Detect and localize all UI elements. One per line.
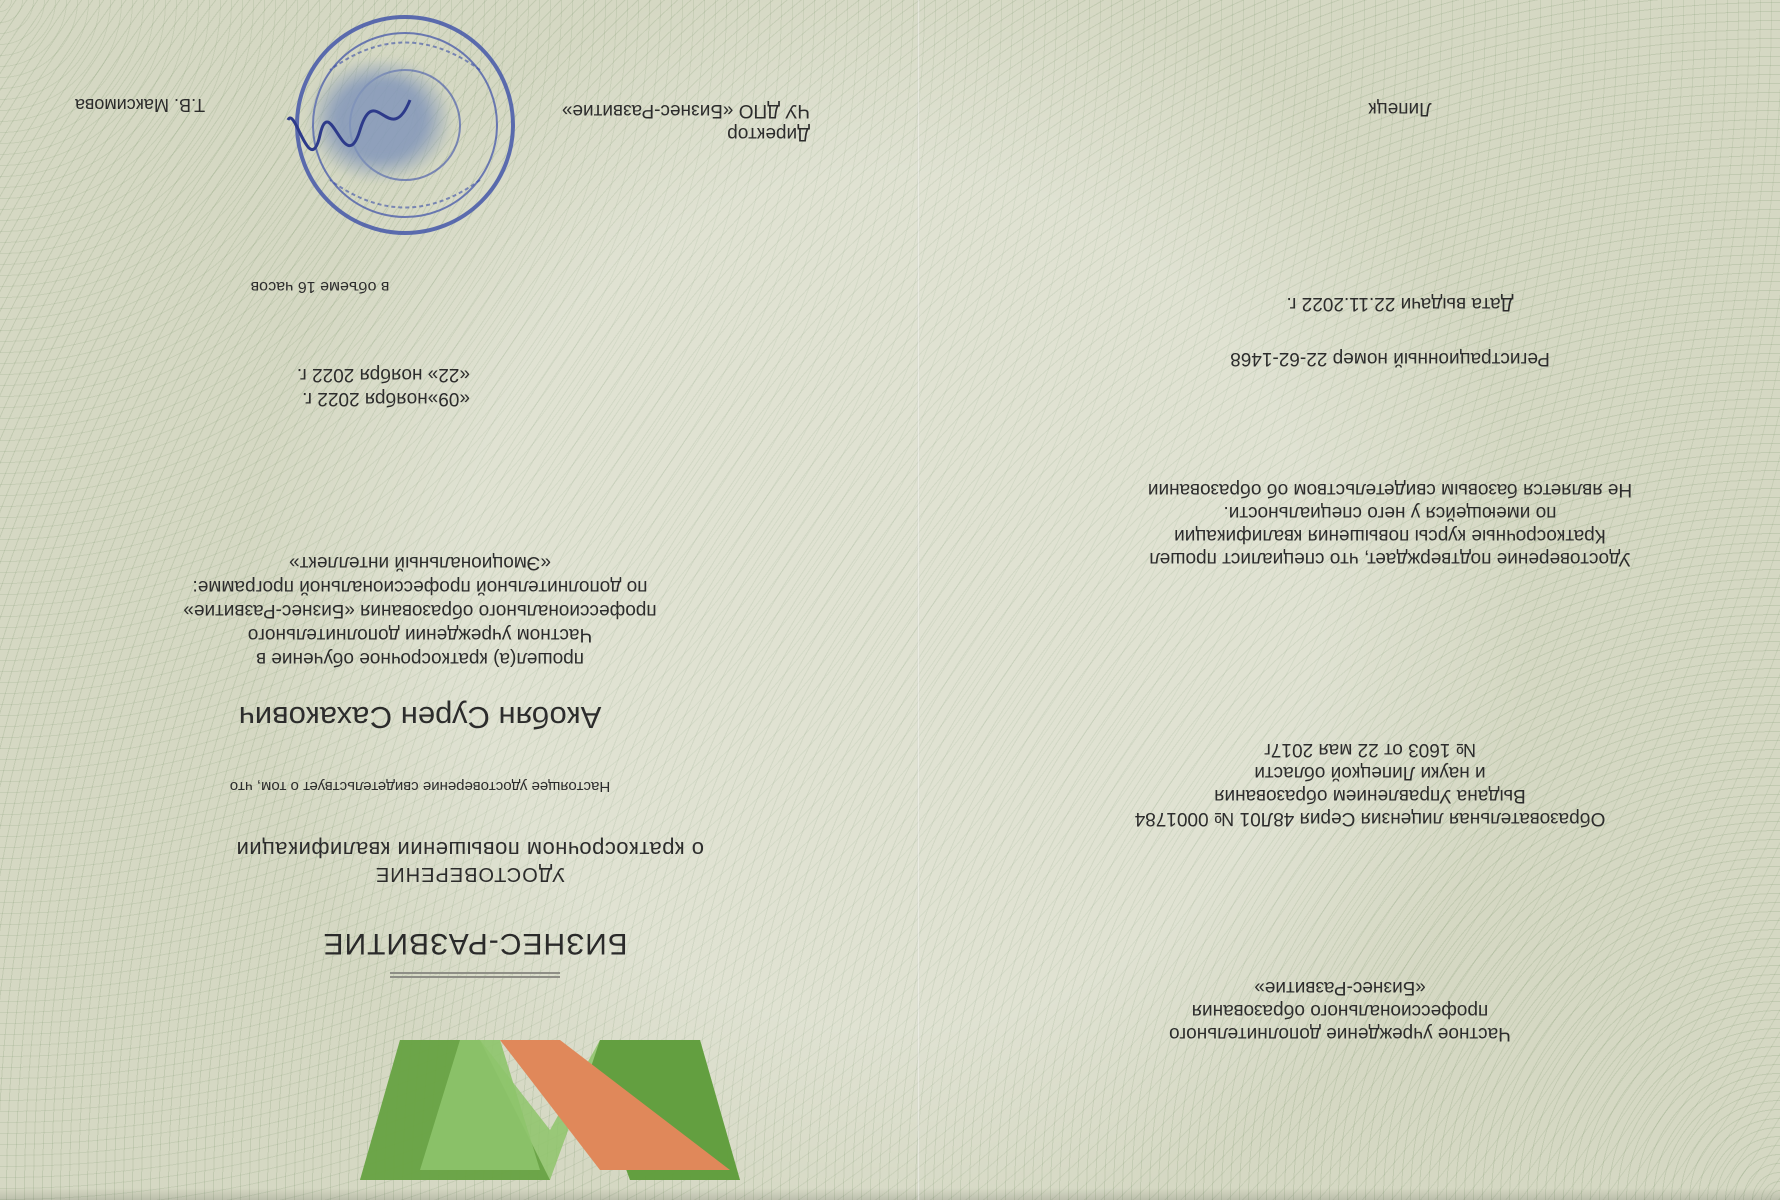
confirm-line: по имеющейся у него специальности. [1223, 502, 1557, 523]
training-period [110, 362, 470, 410]
training-line: «Эмоциональный интеллект» [289, 552, 551, 573]
period-from: «09»ноября 2022 г. [302, 388, 470, 409]
license-line: и науки Липецкой области [1254, 762, 1486, 783]
title-line: УДОСТОВЕРЕНИЕ [374, 863, 566, 885]
license-line: Образовательная лицензия Серия 48Л01 № 0001784 [1134, 808, 1606, 829]
person-name: Акобян Сурен Сахакович [238, 700, 602, 735]
license-line: № 1603 от 22 мая 2017г [1263, 739, 1477, 760]
brand-underline [390, 974, 560, 980]
training-hours: в объеме 16 часов [250, 278, 390, 295]
signature-icon [280, 70, 420, 160]
registration-number: Регистрационный номер 22-62-1468 [1230, 348, 1550, 369]
certificate-title [190, 836, 750, 885]
signer-name: Т.В. Максимова [74, 95, 206, 115]
org-line: профессионального образования [1191, 1000, 1489, 1021]
training-line: Частном учреждении дополнительного [247, 624, 593, 645]
brand-name: БИЗНЕС-РАЗВИТИЕ [322, 927, 628, 960]
training-description [70, 550, 770, 670]
confirm-line: Краткосрочные курсы повышения квалификации [1174, 525, 1606, 546]
license-line: Выдана Управлением образования [1214, 785, 1526, 806]
org-line: «Бизнес-Развитие» [1254, 977, 1426, 998]
confirm-line: Удостоверение подтверждает, что специалист прошел [1149, 548, 1631, 569]
license-info [1050, 738, 1690, 830]
training-line: профессионального образования «Бизнес-Развитие» [183, 600, 657, 621]
city: Липецк [1368, 98, 1432, 119]
title-subline: о краткосрочном повышении квалификации [236, 837, 704, 862]
confirm-line: Не является базовым свидетельством об образовании [1147, 479, 1633, 500]
director-signature-block [510, 99, 810, 145]
left-page [890, 0, 1780, 1200]
intro-text: Настоящее удостоверение свидетельствует о том, что [229, 778, 611, 795]
training-line: прошел(а) краткосрочное обучение в [255, 648, 585, 669]
period-to: «22» ноября 2022 г. [296, 364, 470, 385]
director-org: ЧУ ДПО «Бизнес-Развитие» [561, 100, 810, 121]
confirmation-text [1060, 478, 1720, 570]
brand-logo-icon [350, 1030, 750, 1190]
organization-name [1060, 976, 1620, 1045]
org-line: Частное учреждение дополнительного [1169, 1023, 1511, 1044]
issue-date: Дата выдачи 22.11.2022 г. [1286, 293, 1514, 314]
director-title: Директор [727, 123, 810, 144]
training-line: по дополнительной профессиональной программе: [192, 576, 648, 597]
